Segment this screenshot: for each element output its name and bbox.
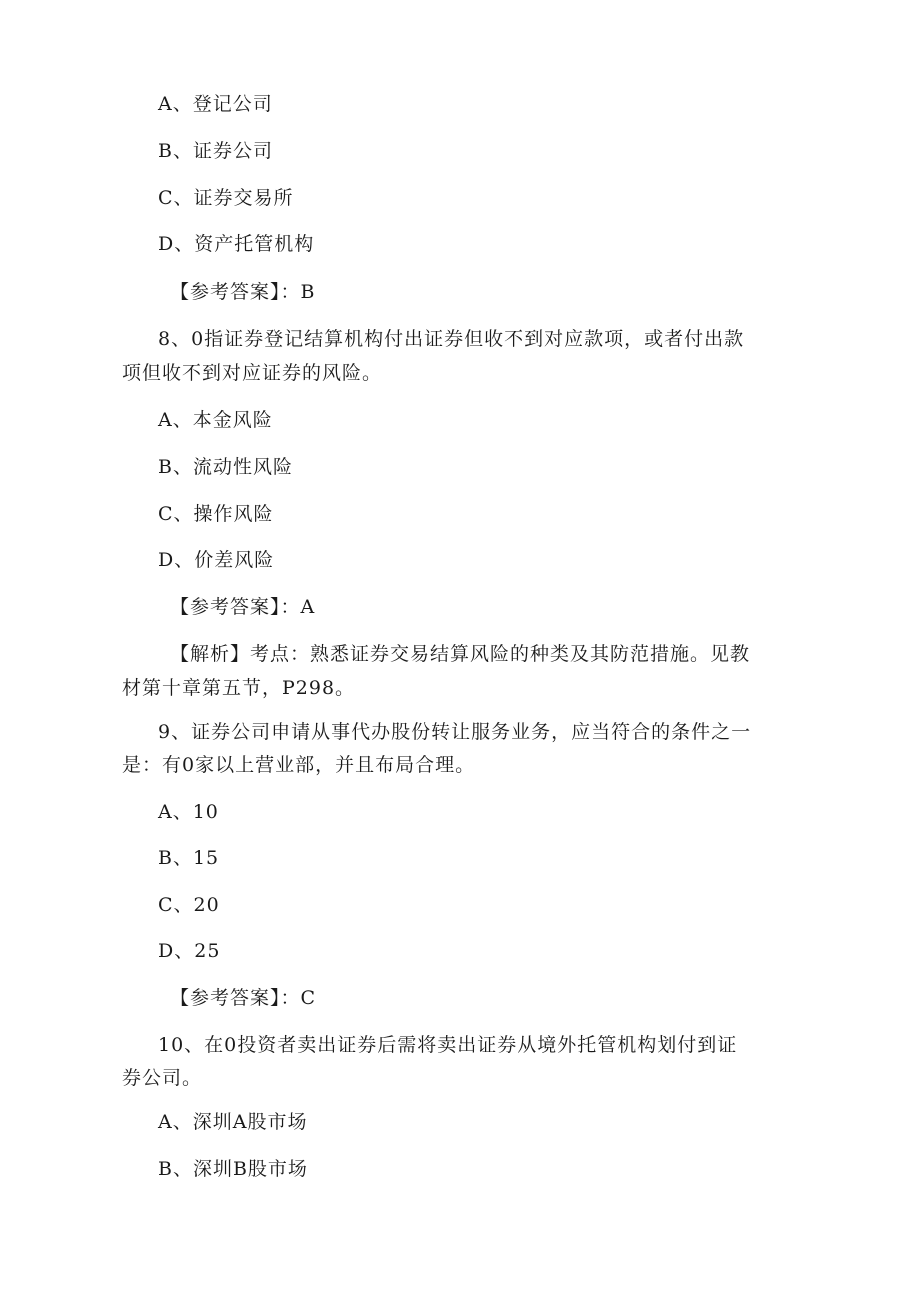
question-10-line-1: 10、在0投资者卖出证券后需将卖出证券从境外托管机构划付到证 [158, 1034, 738, 1056]
option-b-q10: B、深圳B股市场 [158, 1158, 308, 1180]
option-d-q9: D、25 [158, 940, 221, 962]
question-8-line-2: 项但收不到对应证券的风险。 [122, 362, 383, 384]
question-9-line-2: 是：有0家以上营业部，并且布局合理。 [122, 754, 476, 776]
option-d-q8: D、价差风险 [158, 549, 275, 571]
answer-q9: 【参考答案】：C [170, 987, 317, 1009]
option-b-q8: B、流动性风险 [158, 456, 293, 478]
option-a-q9: A、10 [158, 801, 219, 823]
option-c-q7: C、证券交易所 [158, 187, 294, 209]
option-c-q8: C、操作风险 [158, 503, 274, 525]
answer-q8: 【参考答案】：A [170, 596, 316, 618]
option-c-q9: C、20 [158, 894, 220, 916]
analysis-q8-line-2: 材第十章第五节，P298。 [122, 677, 356, 699]
option-b-q7: B、证券公司 [158, 140, 273, 162]
question-8-line-1: 8、0指证券登记结算机构付出证券但收不到对应款项，或者付出款 [158, 328, 745, 350]
option-a-q7: A、登记公司 [158, 93, 273, 115]
option-d-q7: D、资产托管机构 [158, 233, 315, 255]
analysis-q8-line-1: 【解析】考点：熟悉证券交易结算风险的种类及其防范措施。见教 [170, 643, 751, 665]
option-b-q9: B、15 [158, 847, 220, 869]
question-9-line-1: 9、证券公司申请从事代办股份转让服务业务，应当符合的条件之一 [158, 721, 752, 743]
question-10-line-2: 券公司。 [122, 1067, 203, 1089]
option-a-q8: A、本金风险 [158, 409, 273, 431]
option-a-q10: A、深圳A股市场 [158, 1111, 308, 1133]
answer-q7: 【参考答案】：B [170, 281, 316, 303]
